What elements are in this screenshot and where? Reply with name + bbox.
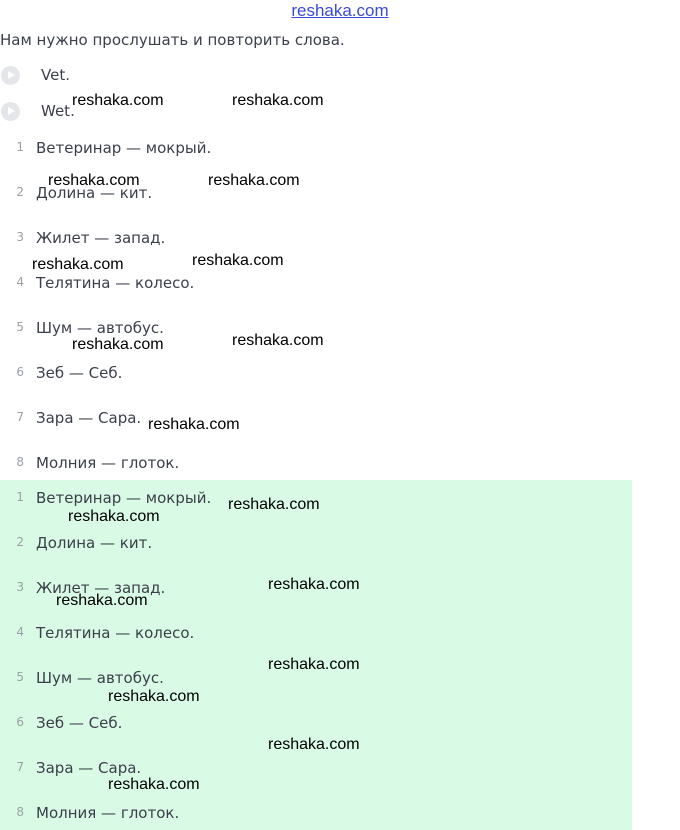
item-number: 7 bbox=[16, 760, 24, 774]
site-header-link[interactable]: reshaka.com bbox=[291, 1, 389, 20]
item-text: Жилет — запад. bbox=[36, 229, 166, 247]
watermark: reshaka.com bbox=[48, 172, 140, 189]
item-text: Молния — глоток. bbox=[36, 454, 180, 472]
item-text: Ветеринар — мокрый. bbox=[36, 489, 212, 507]
watermark: reshaka.com bbox=[268, 656, 360, 673]
watermark: reshaka.com bbox=[72, 92, 164, 109]
item-text: Зеб — Себ. bbox=[36, 714, 123, 732]
watermark: reshaka.com bbox=[232, 332, 324, 349]
item-number: 3 bbox=[16, 230, 24, 244]
watermark: reshaka.com bbox=[192, 252, 284, 269]
intro-text: Нам нужно прослушать и повторить слова. bbox=[0, 31, 345, 49]
watermark: reshaka.com bbox=[232, 92, 324, 109]
item-number: 8 bbox=[16, 805, 24, 819]
watermark: reshaka.com bbox=[108, 776, 200, 793]
item-text: Телятина — колесо. bbox=[36, 624, 195, 642]
item-text: Шум — автобус. bbox=[36, 669, 164, 687]
item-text: Зеб — Себ. bbox=[36, 364, 123, 382]
item-text: Ветеринар — мокрый. bbox=[36, 139, 212, 157]
item-number: 6 bbox=[16, 365, 24, 379]
watermark: reshaka.com bbox=[268, 736, 360, 753]
item-text: Зара — Сара. bbox=[36, 759, 142, 777]
item-number: 1 bbox=[16, 490, 24, 504]
answer-panel bbox=[0, 480, 632, 830]
watermark: reshaka.com bbox=[32, 256, 124, 273]
item-text: Жилет — запад. bbox=[36, 579, 166, 597]
item-number: 3 bbox=[16, 580, 24, 594]
watermark: reshaka.com bbox=[72, 336, 164, 353]
watermark: reshaka.com bbox=[108, 688, 200, 705]
item-number: 6 bbox=[16, 715, 24, 729]
item-number: 7 bbox=[16, 410, 24, 424]
item-text: Зара — Сара. bbox=[36, 409, 142, 427]
item-number: 4 bbox=[16, 625, 24, 639]
watermark: reshaka.com bbox=[228, 496, 320, 513]
item-number: 5 bbox=[16, 670, 24, 684]
play-icon[interactable] bbox=[1, 66, 20, 85]
watermark: reshaka.com bbox=[56, 592, 148, 609]
item-number: 4 bbox=[16, 275, 24, 289]
item-number: 2 bbox=[16, 185, 24, 199]
watermark: reshaka.com bbox=[68, 508, 160, 525]
audio-word: Vet. bbox=[41, 66, 70, 84]
item-number: 5 bbox=[16, 320, 24, 334]
item-text: Долина — кит. bbox=[36, 184, 153, 202]
item-text: Шум — автобус. bbox=[36, 319, 164, 337]
watermark: reshaka.com bbox=[148, 416, 240, 433]
audio-word: Wet. bbox=[41, 102, 75, 120]
play-icon[interactable] bbox=[1, 102, 20, 121]
item-text: Молния — глоток. bbox=[36, 804, 180, 822]
item-number: 1 bbox=[16, 140, 24, 154]
item-text: Телятина — колесо. bbox=[36, 274, 195, 292]
item-text: Долина — кит. bbox=[36, 534, 153, 552]
watermark: reshaka.com bbox=[208, 172, 300, 189]
item-number: 8 bbox=[16, 455, 24, 469]
watermark: reshaka.com bbox=[268, 576, 360, 593]
item-number: 2 bbox=[16, 535, 24, 549]
